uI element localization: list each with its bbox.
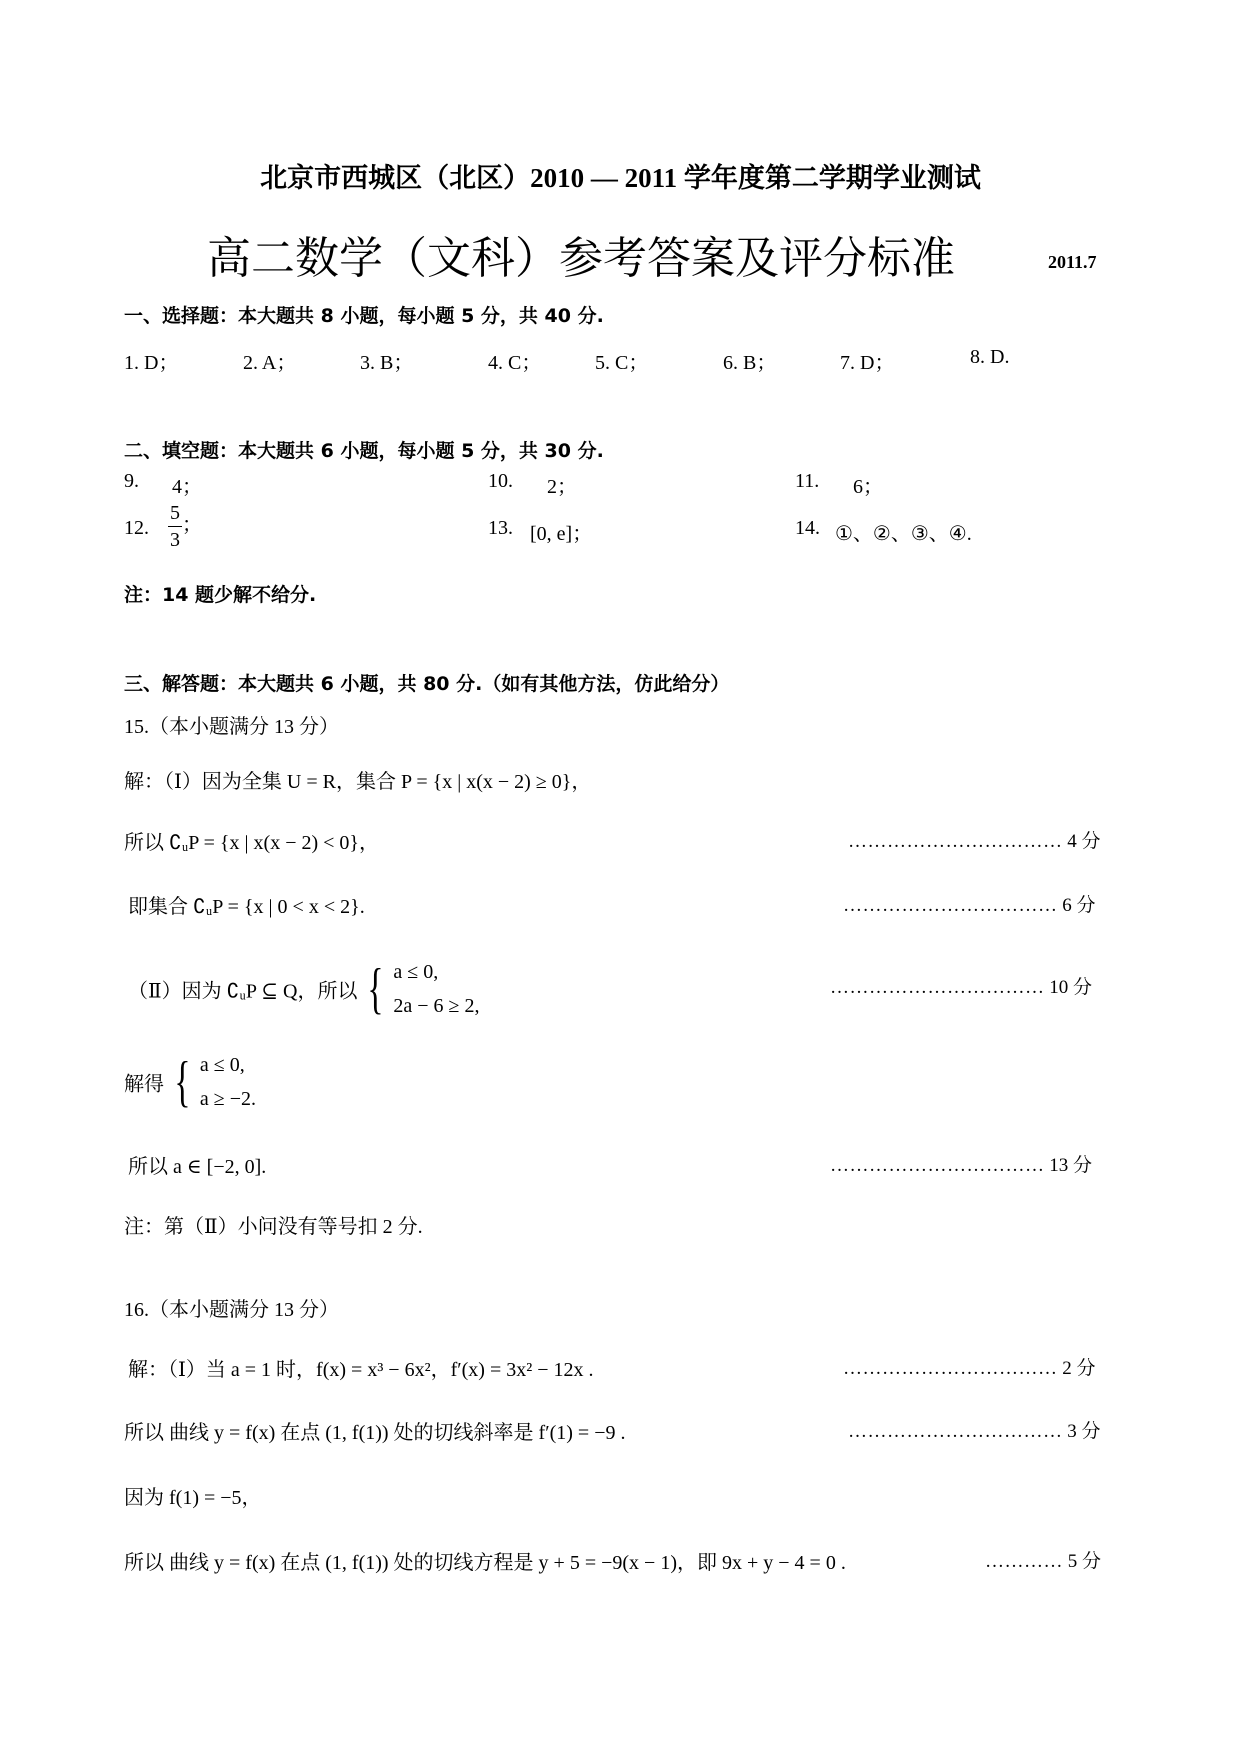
choice-answer-1: 1. D； [124,352,179,374]
fill-q12-answer [168,500,202,553]
choice-answer-4: 4. C； [488,352,542,374]
fill-q14-number: 14. [795,517,820,539]
system-line-1: a ≤ 0, [393,961,439,983]
score-label: 5 分 [1067,1551,1102,1572]
system-line-1: a ≤ 0, [199,1054,245,1076]
q15-line2-score [848,826,1101,853]
document-title: 北京市西城区（北区）2010 — 2011 学年度第二学期学业测试 [260,163,981,193]
q15-line6-score [830,1150,1092,1177]
fill-q9-answer: 4； [172,476,202,498]
q16-line3: 因为 f(1) = −5， [124,1487,262,1509]
q16-title: 16.（本小题满分 13 分） [124,1299,339,1321]
document-date: 2011.7 [1048,252,1097,272]
leader-dots: …………………………… [830,1155,1045,1176]
leader-dots: …………………………… [848,831,1063,852]
q15-line4-score [830,972,1092,999]
q16-line2: 所以 曲线 y = f(x) 在点 (1, f(1)) 处的切线斜率是 f′(1) = −9 . [124,1422,626,1444]
fill-q11-answer: 6； [853,476,883,498]
fill-q10-number: 10. [488,470,513,492]
left-brace: { [174,1051,191,1113]
choice-answer-5: 5. C； [595,352,649,374]
document-subtitle: 高二数学（文科）参考答案及评分标准 [207,233,955,284]
q15-line1: 解：（Ⅰ）因为全集 U = R，集合 P = {x | x(x − 2) ≥ 0}， [124,771,592,793]
q15-line4-prefix: （Ⅱ）因为 ∁ᵤP ⊆ Q，所以 [128,980,358,1003]
q15-line6: 所以 a ∈ [−2, 0]. [128,1156,267,1178]
q16-line1: 解：（Ⅰ）当 a = 1 时，f(x) = x³ − 6x²，f′(x) = 3x² − 12x . [128,1359,594,1381]
choice-answer-3: 3. B； [360,352,414,374]
fill-q9-number: 9. [124,470,139,492]
q16-line2-score [848,1416,1101,1443]
leader-dots: ………… [985,1551,1063,1572]
fill-q13-answer: [0, e]； [530,523,593,545]
fill-q14-answer: ①、②、③、④. [835,523,972,545]
score-label: 13 分 [1049,1155,1093,1176]
fill-q11-number: 11. [795,470,820,492]
q15-line5 [124,1048,256,1116]
fraction [168,500,182,553]
q15-line4 [128,955,479,1023]
section1-heading: 一、选择题：本大题共 8 小题，每小题 5 分，共 40 分. [124,305,604,327]
score-label: 2 分 [1062,1358,1096,1379]
fraction-numerator: 5 [168,500,182,527]
system-line-2: 2a − 6 ≥ 2, [393,995,480,1017]
leader-dots: …………………………… [830,977,1045,998]
fill-q13-number: 13. [488,517,513,539]
leader-dots: …………………………… [843,1358,1058,1379]
choice-answer-8: 8. D. [970,346,1010,368]
q15-title: 15.（本小题满分 13 分） [124,716,339,738]
q15-note: 注：第（Ⅱ）小问没有等号扣 2 分. [124,1216,423,1238]
fraction-tail: ； [182,514,202,537]
score-label: 3 分 [1067,1421,1101,1442]
leader-dots: …………………………… [848,1421,1063,1442]
choice-answer-2: 2. A； [243,352,297,374]
equation-system [362,955,479,1023]
choice-answer-7: 7. D； [840,352,895,374]
fill-q12-number: 12. [124,517,149,539]
score-label: 4 分 [1067,831,1101,852]
q16-line4: 所以 曲线 y = f(x) 在点 (1, f(1)) 处的切线方程是 y + 5 = −9(x − 1)，即 9x + y − 4 = 0 . [124,1552,846,1574]
equation-system [169,1048,256,1116]
section2-note: 注：14 题少解不给分. [124,584,317,606]
choice-answer-6: 6. B； [723,352,777,374]
q15-line3-score [843,890,1096,917]
score-label: 10 分 [1049,977,1093,998]
q15-line5-prefix: 解得 [124,1073,164,1096]
q15-line3: 即集合 ∁ᵤP = {x | 0 < x < 2}. [128,896,365,918]
q16-line1-score [843,1353,1096,1380]
system-line-2: a ≥ −2. [199,1088,257,1110]
left-brace: { [367,958,384,1020]
fill-q10-answer: 2； [547,476,577,498]
q16-line4-score [985,1546,1101,1573]
section3-heading: 三、解答题：本大题共 6 小题，共 80 分.（如有其他方法，仿此给分） [124,673,730,695]
score-label: 6 分 [1062,895,1096,916]
section2-heading: 二、填空题：本大题共 6 小题，每小题 5 分，共 30 分. [124,440,604,462]
fraction-denominator: 3 [170,529,180,551]
q15-line2: 所以 ∁ᵤP = {x | x(x − 2) < 0}， [124,832,380,854]
leader-dots: …………………………… [843,895,1058,916]
